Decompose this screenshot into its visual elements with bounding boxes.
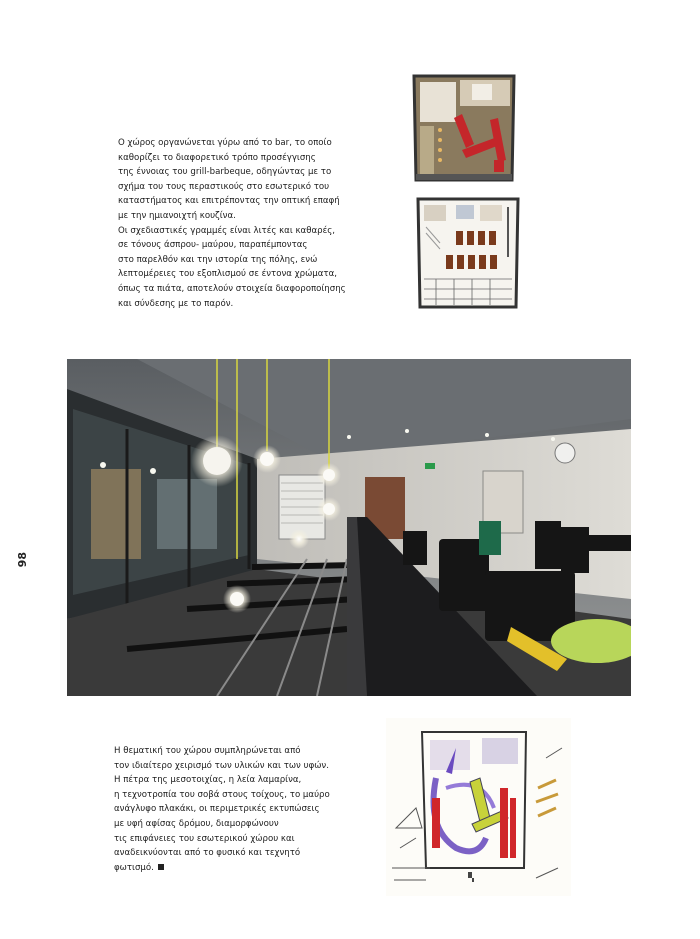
- interior-photo: [67, 359, 631, 696]
- text-line: Ο χώρος οργανώνεται γύρω από το bar, το οποίο: [118, 138, 332, 148]
- materials-paragraph: [114, 744, 364, 875]
- text-line: με την ημιανοιχτή κουζίνα.: [118, 210, 236, 221]
- text-line: σχήμα του τους περαστικούς στο εσωτερικό του: [118, 181, 330, 192]
- text-line: Οι σχεδιαστικές γραμμές είναι λιτές και καθαρές,: [118, 225, 336, 236]
- end-of-article-mark: [158, 864, 164, 870]
- text-line: σε τόνους άσπρου- μαύρου, παραπέμποντας: [118, 240, 308, 251]
- text-line: [114, 861, 364, 876]
- text-line: της έννοιας του grill-barbeque, οδηγώντας με το: [118, 167, 332, 178]
- text-line: ανάγλυφο πλακάκι, οι περιμετρικές εκτυπώσεις: [114, 804, 320, 815]
- text-line: καταστήματος και επιτρέποντας την οπτική επαφή: [118, 196, 340, 207]
- text-line: τις επιφάνειες του εσωτερικού χώρου και: [114, 833, 295, 844]
- text-line-last: φωτισμό.: [114, 862, 154, 873]
- upper-floor-plan: [412, 74, 516, 182]
- text-line: καθορίζει το διαφορετικό τρόπο προσέγγισης: [118, 152, 316, 163]
- ground-floor-plan: [416, 197, 520, 309]
- text-line: με υφή αφίσας δρόμου, διαμορφώνουν: [114, 818, 279, 829]
- hand-sketch-plan: [386, 718, 571, 896]
- page-number: 98: [16, 552, 29, 568]
- text-line: Η θεματική του χώρου συμπληρώνεται από: [114, 746, 301, 756]
- text-line: λεπτομέρειες του εξοπλισμού σε έντονα χρώματα,: [118, 269, 337, 280]
- text-line: Η πέτρα της μεσοτοιχίας, η λεία λαμαρίνα,: [114, 775, 302, 786]
- text-line: και σύνδεσης με το παρόν.: [118, 298, 234, 309]
- text-line: στο παρελθόν και την ιστορία της πόλης, ενώ: [118, 254, 318, 265]
- intro-paragraph: [118, 136, 368, 311]
- text-line: τον ιδιαίτερο χειρισμό των υλικών και των υφών.: [114, 760, 329, 771]
- text-line: όπως τα πιάτα, αποτελούν στοιχεία διαφοροποίησης: [118, 283, 346, 294]
- text-line: η τεχνοτροπία του σοβά στους τοίχους, το μαύρο: [114, 789, 330, 800]
- text-line: αναδεικνύονται από το φυσικό και τεχνητό: [114, 848, 301, 859]
